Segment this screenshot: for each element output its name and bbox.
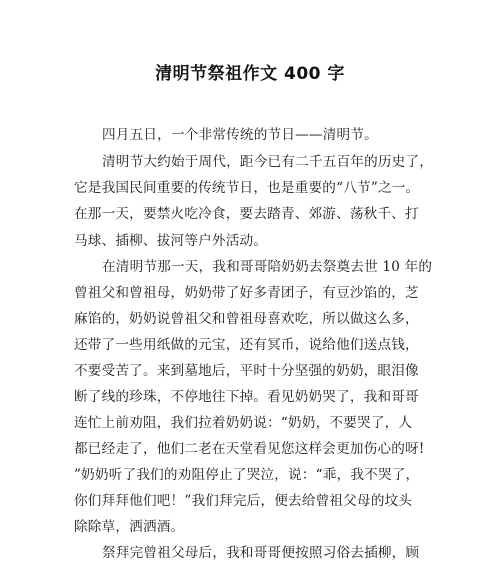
text-line: 你们拜拜他们吧！”我们拜完后，便去给曾祖父母的坟头 bbox=[74, 493, 413, 509]
text-line: 四月五日，一个非常传统的节日——清明节。 bbox=[102, 127, 378, 143]
text-line: 它是我国民间重要的传统节日，也是重要的“八节”之一。 bbox=[74, 180, 420, 196]
text-line: 清明节大约始于周代，距今已有二千五百年的历史了， bbox=[102, 154, 434, 170]
text-line: 麻馅的，奶奶说曾祖父和曾祖母喜欢吃，所以做这么多， bbox=[74, 311, 419, 327]
text-line: 在那一天，要禁火吃冷食，要去踏青、郊游、荡秋千、打 bbox=[74, 206, 419, 222]
text-line: 都已经走了，他们二老在天堂看见您这样会更加伤心的呀! bbox=[74, 441, 425, 457]
text-line: 马球、插柳、拔河等户外活动。 bbox=[74, 233, 268, 249]
text-line: 还带了一些用纸做的元宝，还有冥币，说给他们送点钱， bbox=[74, 337, 419, 353]
text-line: 不要受苦了。来到墓地后，平时十分坚强的奶奶，眼泪像 bbox=[74, 363, 419, 379]
text-line: 曾祖父和曾祖母，奶奶带了好多青团子，有豆沙馅的，芝 bbox=[74, 285, 419, 301]
text-line: 祭拜完曾祖父母后，我和哥哥便按照习俗去插柳，顾 bbox=[102, 545, 420, 561]
text-line: 连忙上前劝阻，我们拉着奶奶说：“奶奶，不要哭了，人 bbox=[74, 415, 413, 431]
text-line: 在清明节那一天，我和哥哥陪奶奶去祭奠去世 10 年的 bbox=[102, 259, 433, 275]
document-title: 清明节祭祖作文 400 字 bbox=[155, 64, 345, 84]
text-line: 断了线的珍珠，不停地往下掉。看见奶奶哭了，我和哥哥 bbox=[74, 389, 419, 405]
text-line: ”奶奶听了我们的劝阻停止了哭泣，说：“乖，我不哭了， bbox=[74, 467, 420, 483]
text-line: 除除草，洒洒酒。 bbox=[74, 519, 185, 535]
